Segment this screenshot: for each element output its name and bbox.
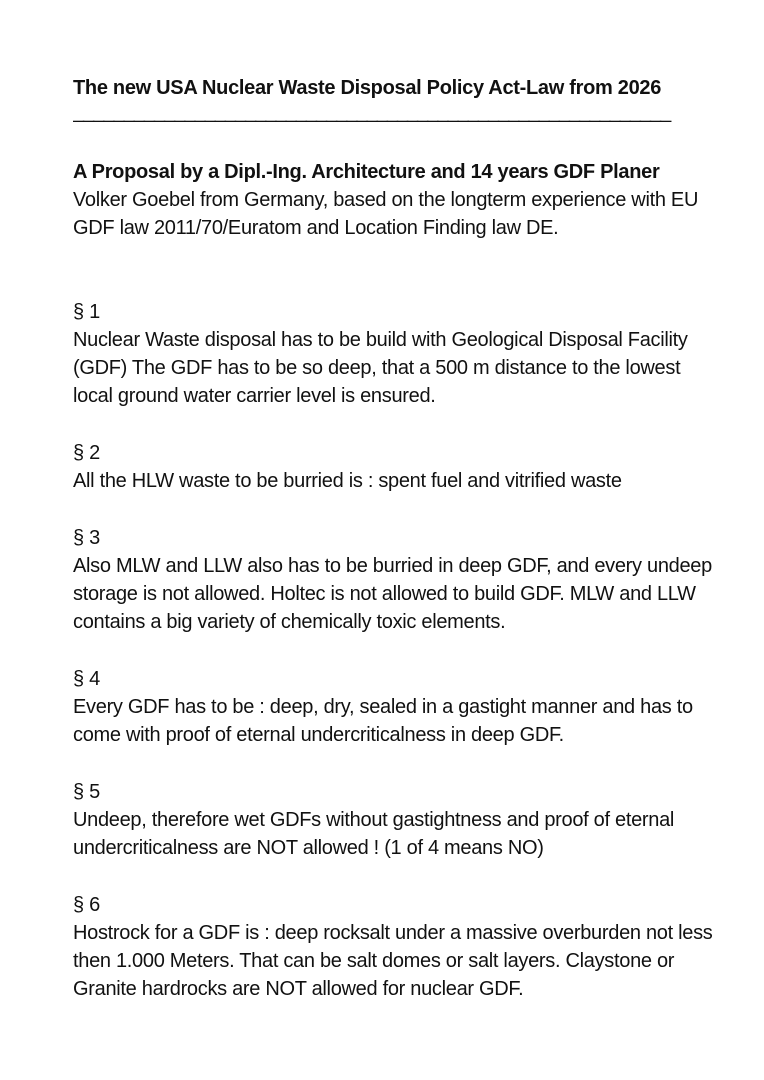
intro-block <box>73 158 713 242</box>
section-number: § 6 <box>73 894 100 916</box>
section-text: Hostrock for a GDF is : deep rocksalt under a massive overburden not less then 1.000 Meters. That can be salt domes or salt layers. Claystone or Granite hardrocks are NOT allowed for nuclear GDF. <box>73 922 713 1000</box>
document-page <box>73 74 713 1032</box>
section-number: § 3 <box>73 527 100 549</box>
section-number: § 5 <box>73 781 100 803</box>
section-4 <box>73 665 713 749</box>
section-1 <box>73 298 713 410</box>
section-text: Every GDF has to be : deep, dry, sealed in a gastight manner and has to come with proof of eternal undercriticalness in deep GDF. <box>73 696 693 746</box>
section-number: § 1 <box>73 301 100 323</box>
section-text: Nuclear Waste disposal has to be build with Geological Disposal Facility (GDF) The GDF has to be so deep, that a 500 m distance to the lowest local ground water carrier level is ensured. <box>73 329 688 407</box>
section-number: § 4 <box>73 668 100 690</box>
document-title: The new USA Nuclear Waste Disposal Policy Act-Law from 2026 <box>73 77 662 99</box>
section-text: Undeep, therefore wet GDFs without gastightness and proof of eternal undercriticalness are NOT allowed ! (1 of 4 means NO) <box>73 809 675 859</box>
intro-heading: A Proposal by a Dipl.-Ing. Architecture and 14 years GDF Planer <box>73 161 660 183</box>
title-underline-rule: ___________________________________________________________ <box>73 102 671 122</box>
section-6 <box>73 891 713 1003</box>
intro-body: Volker Goebel from Germany, based on the longterm experience with EU GDF law 2011/70/Euratom and Location Finding law DE. <box>73 189 699 239</box>
section-3 <box>73 524 713 636</box>
sections-list <box>73 298 713 1003</box>
section-5 <box>73 778 713 862</box>
section-text: Also MLW and LLW also has to be burried in deep GDF, and every undeep storage is not allowed. Holtec is not allowed to build GDF. MLW and LLW contains a big variety of chemically toxic elements. <box>73 555 712 633</box>
section-text: All the HLW waste to be burried is : spent fuel and vitrified waste <box>73 470 622 492</box>
section-number: § 2 <box>73 442 100 464</box>
section-2 <box>73 439 713 495</box>
